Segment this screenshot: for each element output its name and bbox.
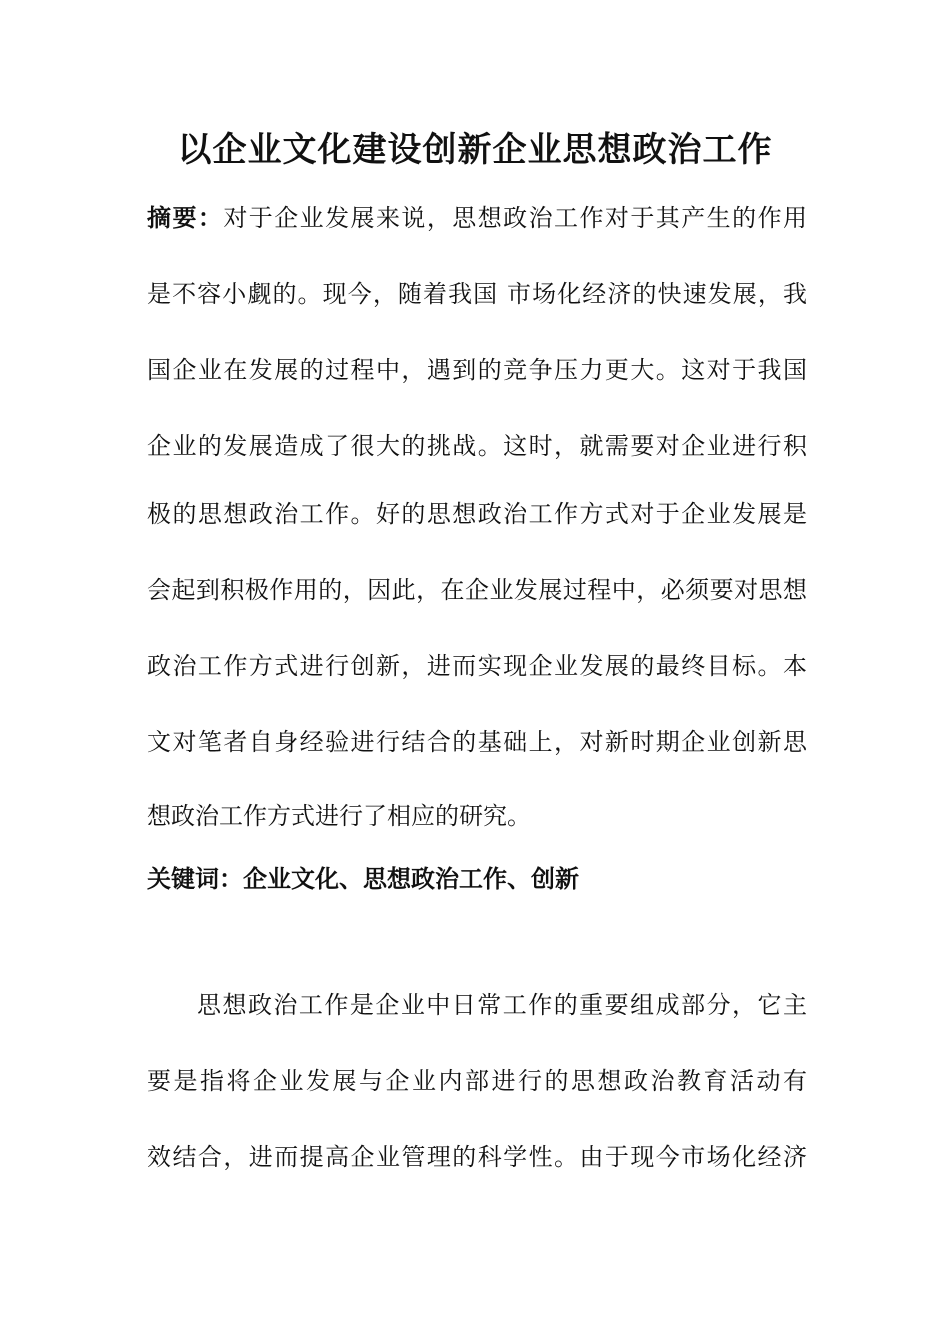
body-line-2: 要是指将企业发展与企业内部进行的思想政治教育活动有 — [147, 1067, 807, 1095]
body-line-1: 思想政治工作是企业中日常工作的重要组成部分，它主 — [197, 991, 807, 1019]
abstract-line-5: 极的思想政治工作。好的思想政治工作方式对于企业发展是 — [147, 500, 807, 528]
keywords-line: 关键词：企业文化、思想政治工作、创新 — [147, 864, 579, 893]
abstract-label: 摘要： — [147, 203, 224, 232]
abstract-line-6: 会起到积极作用的，因此，在企业发展过程中，必须要对思想 — [147, 576, 807, 604]
abstract-line-4: 企业的发展造成了很大的挑战。这时，就需要对企业进行积 — [147, 432, 807, 460]
abstract-line-8: 文对笔者自身经验进行结合的基础上，对新时期企业创新思 — [147, 728, 807, 756]
abstract-line-9: 想政治工作方式进行了相应的研究。 — [147, 802, 531, 830]
abstract-line-3: 国企业在发展的过程中，遇到的竞争压力更大。这对于我国 — [147, 356, 807, 384]
abstract-line-1 — [147, 201, 807, 235]
abstract-line-2: 是不容小觑的。现今，随着我国 市场化经济的快速发展，我 — [147, 280, 807, 308]
abstract-text-line-1: 对于企业发展来说，思想政治工作对于其产生的作用 — [223, 204, 808, 232]
abstract-line-7: 政治工作方式进行创新，进而实现企业发展的最终目标。本 — [147, 652, 807, 680]
document-title: 以企业文化建设创新企业思想政治工作 — [177, 130, 773, 170]
body-line-3: 效结合，进而提高企业管理的科学性。由于现今市场化经济 — [147, 1143, 807, 1171]
